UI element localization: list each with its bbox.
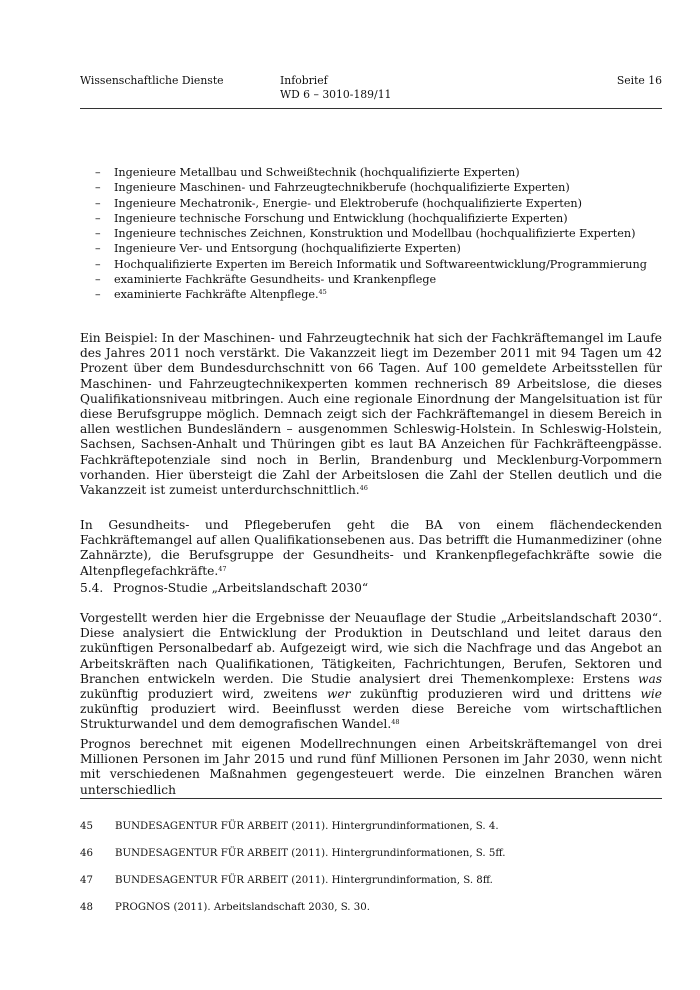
header-organization: Wissenschaftliche Dienste (80, 74, 224, 87)
list-item-text: Hochqualifizierte Experten im Bereich Informatik und Softwareentwicklung/Programmierung (114, 257, 647, 271)
paragraph-text: zukünftig produziert wird, zweitens (80, 687, 327, 702)
footnote-text: BUNDESAGENTUR FÜR ARBEIT (2011). Hintergrundinformationen, S. 5ff. (115, 848, 506, 859)
list-item-text: Ingenieure Mechatronik-, Energie- und Elektroberufe (hochqualifizierte Experten) (114, 196, 582, 210)
list-item-text: Ingenieure Ver- und Entsorgung (hochqualifizierte Experten) (114, 242, 461, 256)
list-item-text: Ingenieure technisches Zeichnen, Konstruktion und Modellbau (hochqualifizierte Experten) (114, 227, 636, 241)
footnote-text: PROGNOS (2011). Arbeitslandschaft 2030, S. 30. (115, 902, 370, 913)
paragraph-text: zukünftig produzieren wird und drittens (350, 687, 641, 702)
header-page-number: Seite 16 (616, 74, 662, 87)
section-title: Prognos-Studie „Arbeitslandschaft 2030“ (113, 581, 369, 595)
list-dash: – (95, 196, 101, 210)
emphasis-was: was (638, 671, 662, 686)
header-divider (80, 108, 662, 109)
footnote-number: 47 (80, 875, 93, 886)
list-item-text: examinierte Fachkräfte Altenpflege. (114, 288, 319, 302)
footnote-ref-47[interactable]: 47 (218, 564, 227, 573)
list-dash: – (95, 181, 101, 195)
paragraph-health-care (80, 518, 662, 579)
footnote-ref-48[interactable]: 48 (391, 718, 400, 727)
shortage-occupations-list (95, 165, 665, 303)
list-item (95, 287, 665, 302)
paragraph-text: zukünftig produziert wird. Beeinflusst werden diese Bereiche vom wirtschaftlichen Strukturwandel und dem demografischen Wandel. (80, 702, 662, 732)
list-item (95, 257, 665, 272)
emphasis-wer: wer (326, 687, 351, 702)
footnote-ref-45[interactable]: 45 (318, 288, 327, 297)
list-item (95, 241, 665, 256)
list-item-text: Ingenieure Metallbau und Schweißtechnik (hochqualifizierte Experten) (114, 166, 520, 179)
list-dash: – (95, 257, 101, 271)
footnote-ref-46[interactable]: 46 (359, 484, 368, 493)
list-item-text: Ingenieure technische Forschung und Entwicklung (hochqualifizierte Experten) (114, 211, 568, 225)
emphasis-wie: wie (640, 687, 662, 702)
page-header (80, 74, 662, 110)
paragraph-prognos-study (80, 611, 662, 733)
list-item (95, 272, 665, 287)
paragraph-text: Prognos berechnet mit eigenen Modellrechnungen einen Arbeitskräftemangel von drei Millionen Personen im Jahr 2015 und rund fünf Millionen Personen im Jahr 2030, wenn nicht mit verschiedenen Maßnahmen gegengesteuert werde. Die einzelnen Branchen wären unterschiedlich (80, 737, 662, 797)
list-dash: – (95, 242, 101, 256)
list-dash: – (95, 166, 101, 179)
list-item-text: examinierte Fachkräfte Gesundheits- und Krankenpflege (114, 273, 437, 287)
list-item (95, 226, 665, 241)
list-item (95, 180, 665, 195)
paragraph-mechanical-engineering-example (80, 331, 662, 498)
section-number: 5.4. (80, 581, 104, 595)
paragraph-prognos-forecast (80, 737, 662, 798)
list-dash: – (95, 288, 101, 302)
list-item (95, 211, 665, 226)
list-dash: – (95, 273, 101, 287)
paragraph-text: In Gesundheits- und Pflegeberufen geht die BA von einem flächendeckenden Fachkräftemangel auf allen Qualifikationsebenen aus. Das betrifft die Humanmediziner (ohne Zahnärzte), die Berufsgruppe der Gesundheits- und Krankenpflegefachkräfte sowie die Altenpflegefachkräfte. (80, 518, 662, 578)
footnote-text: BUNDESAGENTUR FÜR ARBEIT (2011). Hintergrundinformation, S. 8ff. (115, 875, 493, 886)
footnote-number: 45 (80, 821, 93, 832)
list-dash: – (95, 227, 101, 241)
footnote-text: BUNDESAGENTUR FÜR ARBEIT (2011). Hintergrundinformationen, S. 4. (115, 821, 499, 832)
header-document-title: Infobrief (280, 74, 328, 87)
paragraph-text: Ein Beispiel: In der Maschinen- und Fahrzeugtechnik hat sich der Fachkräftemangel im Laufe des Jahres 2011 noch verstärkt. Die Vakanzzeit liegt im Dezember 2011 mit 94 Tagen um 42 Prozent über dem Bundesdurchschnitt von 66 Tagen. Auf 100 gemeldete Arbeitsstellen für Maschinen- und Fahrzeugtechnikexperten kommen rechnerisch 89 Arbeitslose, die dieses Qualifikationsniveau mitbringen. Auch eine regionale Einordnung der Mangelsituation ist für diese Berufsgruppe möglich. Demnach zeigt sich der Fachkräftemangel in diesem Bereich in allen westlichen Bundesländern – ausgenommen Schleswig-Holstein. In Schleswig-Holstein, Sachsen, Sachsen-Anhalt und Thüringen gibt es laut BA Anzeichen für Fachkräfteengpässe. Fachkräftepotenziale sind noch in Berlin, Brandenburg und Mecklenburg-Vorpommern vorhanden. Hier übersteigt die Zahl der Arbeitslosen die Zahl der Stellen deutlich und die Vakanzzeit ist zumeist unterdurchschnittlich. (80, 331, 662, 498)
header-document-number: WD 6 – 3010-189/11 (280, 88, 392, 101)
footnote-number: 46 (80, 848, 93, 859)
list-item (95, 196, 665, 211)
footnote-divider (80, 798, 662, 799)
list-item (95, 165, 665, 180)
paragraph-text: Vorgestellt werden hier die Ergebnisse der Neuauflage der Studie „Arbeitslandschaft 2030“. Diese analysiert die Entwicklung der Produktion in Deutschland und leitet daraus den zukünftigen Personalbedarf ab. Aufgezeigt wird, wie sich die Nachfrage und das Angebot an Arbeitskräften nach Qualifikationen, Tätigkeiten, Fachrichtungen, Berufen, Sektoren und Branchen entwickeln werden. Die Studie analysiert drei Themenkomplexe: Erstens (80, 611, 662, 686)
list-dash: – (95, 211, 101, 225)
header-document-type (280, 74, 391, 102)
section-heading (80, 580, 662, 596)
list-item-text: Ingenieure Maschinen- und Fahrzeugtechnikberufe (hochqualifizierte Experten) (114, 181, 570, 195)
footnote-number: 48 (80, 902, 93, 913)
